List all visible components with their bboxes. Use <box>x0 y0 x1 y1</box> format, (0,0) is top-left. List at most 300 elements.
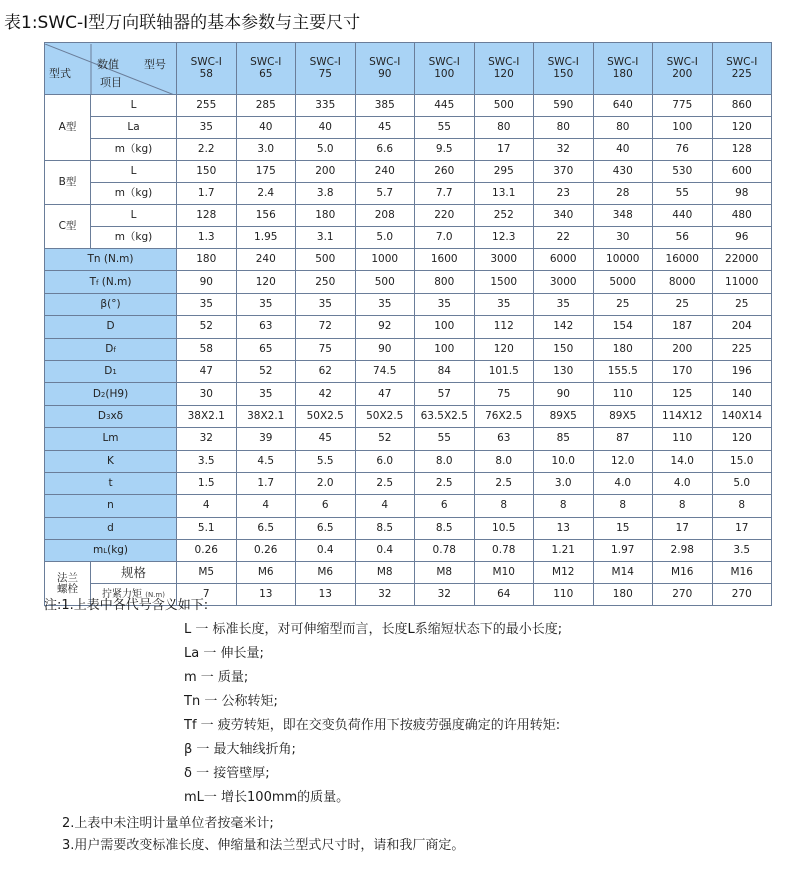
model-size: 75 <box>318 67 332 80</box>
cell-value: M6 <box>257 566 274 579</box>
table-cell <box>534 428 594 450</box>
cell-value: 5.5 <box>316 454 334 467</box>
table-cell <box>236 495 296 517</box>
table-cell <box>415 360 475 382</box>
note-def: La 一 伸长量; <box>184 646 264 661</box>
cell-value: 5.0 <box>316 142 334 155</box>
cell-value: 11000 <box>725 275 759 288</box>
cell-value: 170 <box>672 365 693 378</box>
cell-value: 35 <box>497 297 511 310</box>
table-cell <box>177 338 237 360</box>
table-cell <box>236 271 296 293</box>
cell-value: 2.5 <box>435 477 453 490</box>
table-cell <box>712 139 772 161</box>
model-header-cell <box>534 43 594 95</box>
model-series: SWC-Ⅰ <box>190 56 222 69</box>
table-cell <box>296 161 356 183</box>
model-size: 150 <box>553 67 574 80</box>
cell-value: 55 <box>675 186 689 199</box>
cell-value: 13 <box>556 521 570 534</box>
table-cell <box>177 293 237 315</box>
cell-value: 85 <box>556 432 570 445</box>
table-cell <box>712 450 772 472</box>
table-cell <box>296 584 356 606</box>
cell-value: 90 <box>378 342 392 355</box>
cell-value: 140 <box>731 387 752 400</box>
model-size: 180 <box>612 67 633 80</box>
table-cell <box>474 95 534 117</box>
table-cell <box>474 293 534 315</box>
cell-value: 56 <box>675 230 689 243</box>
note-def: mL一 增长100mm的质量。 <box>184 790 350 805</box>
cell-value: 17 <box>497 142 511 155</box>
model-header-label: 型号 <box>144 57 166 71</box>
table-cell <box>296 293 356 315</box>
cell-value: 196 <box>731 365 752 378</box>
cell-value: M14 <box>611 566 634 579</box>
cell-value: 25 <box>735 297 749 310</box>
cell-value: 3.8 <box>316 186 334 199</box>
table-cell <box>534 495 594 517</box>
note-def: Tn 一 公称转矩; <box>184 694 278 709</box>
cell-value: 1.7 <box>197 186 215 199</box>
cell-value: 35 <box>199 297 213 310</box>
table-cell <box>653 428 713 450</box>
cell-value: 52 <box>259 365 273 378</box>
table-cell <box>296 338 356 360</box>
cell-value: 1.7 <box>257 477 275 490</box>
table-cell <box>593 405 653 427</box>
cell-value: 252 <box>493 208 514 221</box>
cell-value: 250 <box>315 275 336 288</box>
cell-value: 80 <box>616 120 630 133</box>
table-cell <box>415 517 475 539</box>
table-cell <box>236 517 296 539</box>
cell-value: 38X2.1 <box>247 409 285 422</box>
table-cell <box>296 495 356 517</box>
type-label: B型 <box>58 175 77 188</box>
cell-value: 120 <box>255 275 276 288</box>
table-cell <box>296 271 356 293</box>
table-cell <box>177 450 237 472</box>
note-def: β 一 最大轴线折角; <box>184 742 296 757</box>
table-cell <box>296 383 356 405</box>
table-row <box>45 161 772 183</box>
cell-value: 2.5 <box>495 477 513 490</box>
cell-value: 35 <box>437 297 451 310</box>
model-size: 90 <box>378 67 392 80</box>
table-cell <box>296 472 356 494</box>
cell-value: 225 <box>731 342 752 355</box>
cell-value: 63.5X2.5 <box>420 409 468 422</box>
cell-value: 35 <box>556 297 570 310</box>
cell-value: 120 <box>731 432 752 445</box>
header-diagonal-cell <box>45 43 177 95</box>
cell-value: M8 <box>376 566 393 579</box>
table-row <box>45 117 772 139</box>
cell-value: 128 <box>196 208 217 221</box>
table-cell <box>534 95 594 117</box>
table-cell <box>177 205 237 227</box>
param-main: n <box>107 499 114 512</box>
param-label-cell <box>45 338 177 360</box>
table-cell <box>415 205 475 227</box>
param-main: D <box>97 409 106 422</box>
table-cell <box>712 428 772 450</box>
param-label-cell <box>45 517 177 539</box>
cell-value: 22 <box>556 230 570 243</box>
table-row <box>45 227 772 249</box>
table-row <box>45 517 772 539</box>
cell-value: 50X2.5 <box>366 409 404 422</box>
table-cell <box>236 383 296 405</box>
cell-value: 6.5 <box>257 521 275 534</box>
model-series: SWC-Ⅰ <box>726 56 758 69</box>
table-cell <box>355 360 415 382</box>
cell-value: 45 <box>378 120 392 133</box>
table-cell <box>236 95 296 117</box>
cell-value: 25 <box>616 297 630 310</box>
table-cell <box>534 293 594 315</box>
note-def: m 一 质量; <box>184 670 249 685</box>
cell-value: 204 <box>731 320 752 333</box>
cell-value: 370 <box>553 164 574 177</box>
param-main: D <box>105 342 114 355</box>
param-label-cell <box>45 428 177 450</box>
cell-value: 5.0 <box>733 477 751 490</box>
cell-value: 5000 <box>609 275 637 288</box>
table-cell <box>236 562 296 584</box>
cell-value: 335 <box>315 98 336 111</box>
table-cell <box>415 428 475 450</box>
cell-value: M6 <box>317 566 334 579</box>
table-cell <box>593 227 653 249</box>
table-cell <box>653 205 713 227</box>
table-cell <box>177 562 237 584</box>
table-cell <box>355 495 415 517</box>
table-cell <box>653 383 713 405</box>
table-cell <box>653 95 713 117</box>
table-cell <box>296 117 356 139</box>
cell-value: 348 <box>612 208 633 221</box>
table-cell <box>236 428 296 450</box>
cell-value: 112 <box>493 320 514 333</box>
cell-value: 47 <box>378 387 392 400</box>
table-cell <box>712 383 772 405</box>
table-cell <box>474 584 534 606</box>
cell-value: 12.0 <box>611 454 635 467</box>
param-label-cell <box>45 450 177 472</box>
table-row <box>45 495 772 517</box>
cell-value: 240 <box>374 164 395 177</box>
flange-spec-label-cell <box>91 562 177 584</box>
cell-value: 42 <box>318 387 332 400</box>
cell-value: 89X5 <box>609 409 637 422</box>
cell-value: 6000 <box>549 253 577 266</box>
param-main: D <box>92 387 101 400</box>
cell-value: 285 <box>255 98 276 111</box>
type-header-label: 型式 <box>49 66 71 80</box>
table-cell <box>474 517 534 539</box>
table-cell <box>534 249 594 271</box>
param-rest: (H9) <box>105 387 129 400</box>
table-cell <box>355 293 415 315</box>
table-cell <box>534 227 594 249</box>
table-cell <box>593 338 653 360</box>
type-label: A型 <box>58 120 77 133</box>
row-label-cell <box>91 161 177 183</box>
table-cell <box>177 495 237 517</box>
model-series: SWC-Ⅰ <box>666 56 698 69</box>
table-cell <box>177 95 237 117</box>
table-cell <box>712 249 772 271</box>
table-cell <box>296 450 356 472</box>
cell-value: 6.5 <box>316 521 334 534</box>
table-cell <box>177 316 237 338</box>
cell-value: 4 <box>262 499 270 512</box>
cell-value: 110 <box>612 387 633 400</box>
table-cell <box>474 117 534 139</box>
cell-value: 187 <box>672 320 693 333</box>
cell-value: 1.95 <box>254 230 278 243</box>
cell-value: 2.0 <box>316 477 334 490</box>
table-cell <box>534 139 594 161</box>
cell-value: 23 <box>556 186 570 199</box>
cell-value: 3000 <box>490 253 518 266</box>
table-cell <box>355 95 415 117</box>
cell-value: 240 <box>255 253 276 266</box>
model-series: SWC-Ⅰ <box>547 56 579 69</box>
cell-value: 55 <box>437 432 451 445</box>
cell-value: 3.0 <box>554 477 572 490</box>
table-cell <box>712 360 772 382</box>
table-row <box>45 293 772 315</box>
cell-value: 0.4 <box>376 544 394 557</box>
cell-value: 340 <box>553 208 574 221</box>
table-cell <box>355 338 415 360</box>
table-cell <box>593 316 653 338</box>
table-cell <box>177 405 237 427</box>
cell-value: 2.5 <box>376 477 394 490</box>
table-cell <box>415 584 475 606</box>
cell-value: 800 <box>434 275 455 288</box>
table-cell <box>653 472 713 494</box>
cell-value: 74.5 <box>373 365 397 378</box>
cell-value: 640 <box>612 98 633 111</box>
table-row <box>45 472 772 494</box>
table-cell <box>712 293 772 315</box>
table-cell <box>236 584 296 606</box>
table-cell <box>355 183 415 205</box>
table-cell <box>236 293 296 315</box>
cell-value: 55 <box>437 120 451 133</box>
param-main: Tn (N.m) <box>87 253 134 266</box>
table-cell <box>236 338 296 360</box>
cell-value: 75 <box>318 342 332 355</box>
cell-value: 40 <box>259 120 273 133</box>
cell-value: 63 <box>259 320 273 333</box>
row-label: m（kg) <box>114 142 153 155</box>
table-cell <box>474 227 534 249</box>
cell-value: 35 <box>378 297 392 310</box>
table-cell <box>177 183 237 205</box>
table-cell <box>534 360 594 382</box>
cell-value: 5.7 <box>376 186 394 199</box>
table-cell <box>355 117 415 139</box>
table-row <box>45 383 772 405</box>
table-cell <box>177 360 237 382</box>
cell-value: 13 <box>318 588 332 601</box>
param-main: D <box>106 320 115 333</box>
cell-value: 101.5 <box>488 365 519 378</box>
model-size: 58 <box>199 67 213 80</box>
cell-value: 90 <box>556 387 570 400</box>
cell-value: 445 <box>434 98 455 111</box>
table-cell <box>415 293 475 315</box>
cell-value: 38X2.1 <box>187 409 225 422</box>
table-cell <box>355 428 415 450</box>
cell-value: 52 <box>378 432 392 445</box>
cell-value: 180 <box>196 253 217 266</box>
table-cell <box>415 338 475 360</box>
cell-value: 80 <box>497 120 511 133</box>
param-main: d <box>107 521 114 534</box>
cell-value: 430 <box>612 164 633 177</box>
table-cell <box>177 428 237 450</box>
model-header-cell <box>355 43 415 95</box>
cell-value: 63 <box>497 432 511 445</box>
table-cell <box>177 517 237 539</box>
table-row <box>45 249 772 271</box>
table-cell <box>474 271 534 293</box>
table-cell <box>653 249 713 271</box>
table-cell <box>296 562 356 584</box>
table-cell <box>415 95 475 117</box>
table-cell <box>593 293 653 315</box>
param-label-cell <box>45 360 177 382</box>
note-3: 3.用户需要改变标准长度、伸缩量和法兰型式尺寸时，请和我厂商定。 <box>62 838 465 853</box>
table-cell <box>355 540 415 562</box>
item-header-label: 项目 <box>100 75 122 89</box>
cell-value: 200 <box>315 164 336 177</box>
cell-value: 57 <box>437 387 451 400</box>
table-cell <box>653 360 713 382</box>
table-cell <box>474 472 534 494</box>
cell-value: 110 <box>672 432 693 445</box>
model-header-cell <box>236 43 296 95</box>
cell-value: 47 <box>199 365 213 378</box>
param-rest: (N.m) <box>98 275 132 288</box>
table-cell <box>355 405 415 427</box>
cell-value: 2.98 <box>670 544 694 557</box>
table-cell <box>534 205 594 227</box>
table-cell <box>534 338 594 360</box>
table-cell <box>177 117 237 139</box>
table-cell <box>653 316 713 338</box>
table-cell <box>653 495 713 517</box>
cell-value: 35 <box>259 297 273 310</box>
table-cell <box>712 338 772 360</box>
notes-intro: 注:1.上表中各代号含义如下: <box>44 598 209 613</box>
cell-value: 128 <box>731 142 752 155</box>
cell-value: 3.1 <box>316 230 334 243</box>
table-cell <box>474 495 534 517</box>
cell-value: M5 <box>198 566 215 579</box>
param-label-cell <box>45 271 177 293</box>
table-cell <box>534 405 594 427</box>
table-cell <box>415 227 475 249</box>
row-label-cell <box>91 183 177 205</box>
cell-value: 0.4 <box>316 544 334 557</box>
table-cell <box>474 338 534 360</box>
table-cell <box>236 316 296 338</box>
table-cell <box>415 249 475 271</box>
cell-value: M8 <box>436 566 453 579</box>
cell-value: 98 <box>735 186 749 199</box>
note-def: δ 一 接管壁厚; <box>184 766 270 781</box>
cell-value: 140X14 <box>721 409 763 422</box>
type-label-cell <box>45 161 91 205</box>
table-cell <box>534 540 594 562</box>
flange-label-line2: 螺栓 <box>57 582 78 595</box>
table-row <box>45 205 772 227</box>
table-cell <box>355 562 415 584</box>
cell-value: 440 <box>672 208 693 221</box>
cell-value: 14.0 <box>670 454 694 467</box>
table-cell <box>415 540 475 562</box>
table-cell <box>534 183 594 205</box>
table-cell <box>712 117 772 139</box>
cell-value: 3.0 <box>257 142 275 155</box>
table-cell <box>415 183 475 205</box>
cell-value: 0.26 <box>254 544 278 557</box>
param-label-cell <box>45 316 177 338</box>
cell-value: 200 <box>672 342 693 355</box>
table-cell <box>474 183 534 205</box>
param-label-cell <box>45 540 177 562</box>
table-cell <box>415 405 475 427</box>
table-cell <box>653 161 713 183</box>
cell-value: 30 <box>616 230 630 243</box>
cell-value: 8 <box>619 499 627 512</box>
table-cell <box>534 584 594 606</box>
cell-value: 100 <box>672 120 693 133</box>
cell-value: 100 <box>434 320 455 333</box>
type-label-cell <box>45 95 91 161</box>
cell-value: 0.26 <box>194 544 218 557</box>
table-cell <box>177 139 237 161</box>
cell-value: 89X5 <box>549 409 577 422</box>
cell-value: 32 <box>556 142 570 155</box>
table-cell <box>236 249 296 271</box>
flange-torque-unit: (N.m) <box>145 590 165 599</box>
cell-value: 500 <box>315 253 336 266</box>
cell-value: M16 <box>671 566 694 579</box>
table-cell <box>653 227 713 249</box>
cell-value: 6 <box>321 499 329 512</box>
cell-value: 775 <box>672 98 693 111</box>
cell-value: 10000 <box>606 253 640 266</box>
model-series: SWC-Ⅰ <box>250 56 282 69</box>
cell-value: 4 <box>202 499 210 512</box>
cell-value: 75 <box>497 387 511 400</box>
cell-value: 80 <box>556 120 570 133</box>
table-cell <box>653 183 713 205</box>
cell-value: 96 <box>735 230 749 243</box>
table-cell <box>593 271 653 293</box>
table-cell <box>236 360 296 382</box>
table-cell <box>236 205 296 227</box>
